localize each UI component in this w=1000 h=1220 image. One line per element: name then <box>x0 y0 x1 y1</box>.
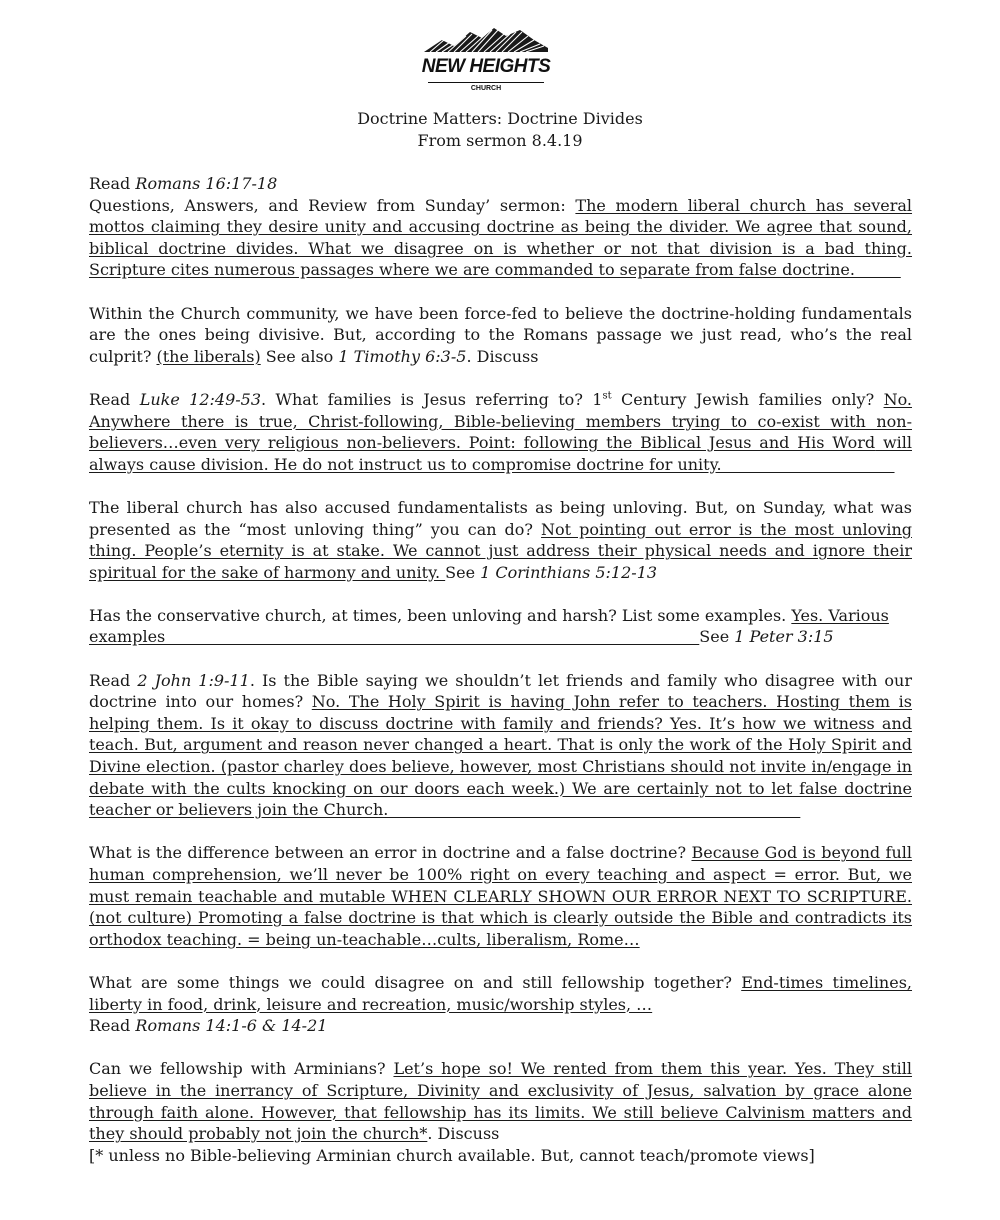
church-logo <box>420 22 552 98</box>
see-label: See <box>699 627 735 647</box>
question-text: Questions, Answers, and Review from Sunday’ sermon: <box>89 195 576 215</box>
question-text: Within the Church community, we have been force-fed to believe the doctrine-holding fundamentals are the ones being divisive. But, according to the Romans passage we just read, who’s the real culprit? <box>89 303 912 366</box>
answer-text: Not pointing out error is the most unloving thing. People’s eternity is at stake. We cannot just address their physical needs and ignore their spiritual for the sake of harmony and unity. <box>89 519 912 582</box>
answer-text: Yes. Various examples <box>89 605 889 647</box>
question-text: What are some things we could disagree on and still fellowship together? <box>89 972 742 992</box>
question-1 <box>89 173 912 281</box>
page-title: Doctrine Matters: Doctrine Divides <box>357 109 643 128</box>
question-9 <box>89 1058 912 1166</box>
question-text: Century Jewish families only? <box>611 389 884 409</box>
read-label: Read <box>89 1016 136 1036</box>
scripture-ref: Romans 16:17-18 <box>135 174 278 193</box>
answer-text: will always cause division. He do not instruct us to compromise doctrine for unity. <box>89 433 912 474</box>
question-text: What is the difference between an error in doctrine and a false doctrine? <box>89 843 692 863</box>
answer-text: The modern liberal church has several mottos claiming they desire unity and accusing doctrine as being the divider. We agree that sound, biblical doctrine divides. What we disagree on is whether or not that division is a bad thing. Scripture cites numerous passages where we are commanded to separate from false doctrine. <box>89 195 913 280</box>
answer-text: End-times timelines, liberty in food, drink, leisure and recreation, music/worship styles, … <box>89 972 913 1014</box>
page-subtitle: From sermon 8.4.19 <box>417 131 583 150</box>
question-text: Has the conservative church, at times, been unloving and harsh? List some examples. <box>89 605 792 625</box>
question-2 <box>89 303 912 368</box>
question-text: . What families is Jesus referring to? 1 <box>261 389 603 409</box>
scripture-ref: 1 Peter 3:15 <box>734 627 834 647</box>
logo-divider <box>428 82 544 83</box>
scripture-ref: Luke 12:49-53 <box>139 389 262 409</box>
see-label: See <box>445 562 481 582</box>
question-text: The liberal church has also accused fundamentalists as being unloving. But, on Sunday, what was presented as the “most unloving thing” you can do? <box>89 497 912 539</box>
ordinal-suffix: st <box>602 390 612 402</box>
logo-wordmark: NEW HEIGHTS <box>421 56 551 77</box>
scripture-ref: Romans 14:1-6 & 14-21 <box>135 1016 328 1036</box>
scripture-ref: 1 Corinthians 5:12-13 <box>480 562 658 582</box>
scripture-ref: 1 Timothy 6:3-5 <box>338 346 467 366</box>
answer-text: Let’s hope so! We rented from them this year. Yes. They still believe in the inerrancy of Scripture, Divinity and exclusivity of Jesus, salvation by grace alone through faith alone. However, that fellowship has its limits. We still believe Calvinism matters and they should probably not join the church* <box>89 1059 913 1144</box>
question-8 <box>89 972 912 1037</box>
mountains-icon <box>420 22 552 58</box>
question-text: . Is the Bible saying we shouldn’t let friends and family who disagree with our doctrine into our homes? <box>89 670 912 712</box>
read-label: Read <box>89 174 136 193</box>
question-4 <box>89 497 912 583</box>
answer-text: Because God is beyond full human comprehension, we’ll never be 100% right on every teaching and aspect = error. But, we must remain teachable and mutable WHEN CLEARLY SHOWN OUR ERROR NEXT TO SCRIPTURE. (not culture) Promoting a false doctrine is that which is clearly outside the Bible and contradicts its orthodox teaching. = being un-teachable…cults, liberalism, Rome… <box>89 843 913 949</box>
question-7 <box>89 842 912 950</box>
discuss-label: . Discuss <box>466 346 539 366</box>
question-text: Can we fellowship with Arminians? <box>89 1059 394 1079</box>
see-label: See also <box>260 346 339 366</box>
answer-text: (the liberals) <box>156 346 261 366</box>
discuss-label: . Discuss <box>427 1124 500 1144</box>
read-label: Read <box>89 670 138 690</box>
footnote: [* unless no Bible-believing Arminian church available. But, cannot teach/promote views] <box>89 1145 815 1165</box>
question-5 <box>89 605 912 648</box>
answer-text: No. Anywhere there is true, Christ-following, Bible-believing members trying to co-exist with non-believers…even very religious non-believers. Point: following the Biblical Jesus and His Word <box>89 389 912 453</box>
question-3 <box>89 389 912 475</box>
worksheet-body <box>89 173 912 1166</box>
logo-subtitle: CHURCH <box>470 85 502 92</box>
question-6 <box>89 670 912 821</box>
scripture-ref: 2 John 1:9-11 <box>137 670 250 690</box>
answer-text: No. The Holy Spirit is having John refer to teachers. Hosting them is helping them. Is it okay to discuss doctrine with family and friends? Yes. It’s how we witness and teach. But, argument and reason never changed a heart. That is only the work of the Holy Spirit and Divine election. (pastor charley does believe, however, most Christians should not invite in/engage in debate with the cults knocking on our doors each week.) We are certainly not to let false doctrine teacher or believers join the Church. <box>89 692 912 820</box>
read-label: Read <box>89 389 140 409</box>
